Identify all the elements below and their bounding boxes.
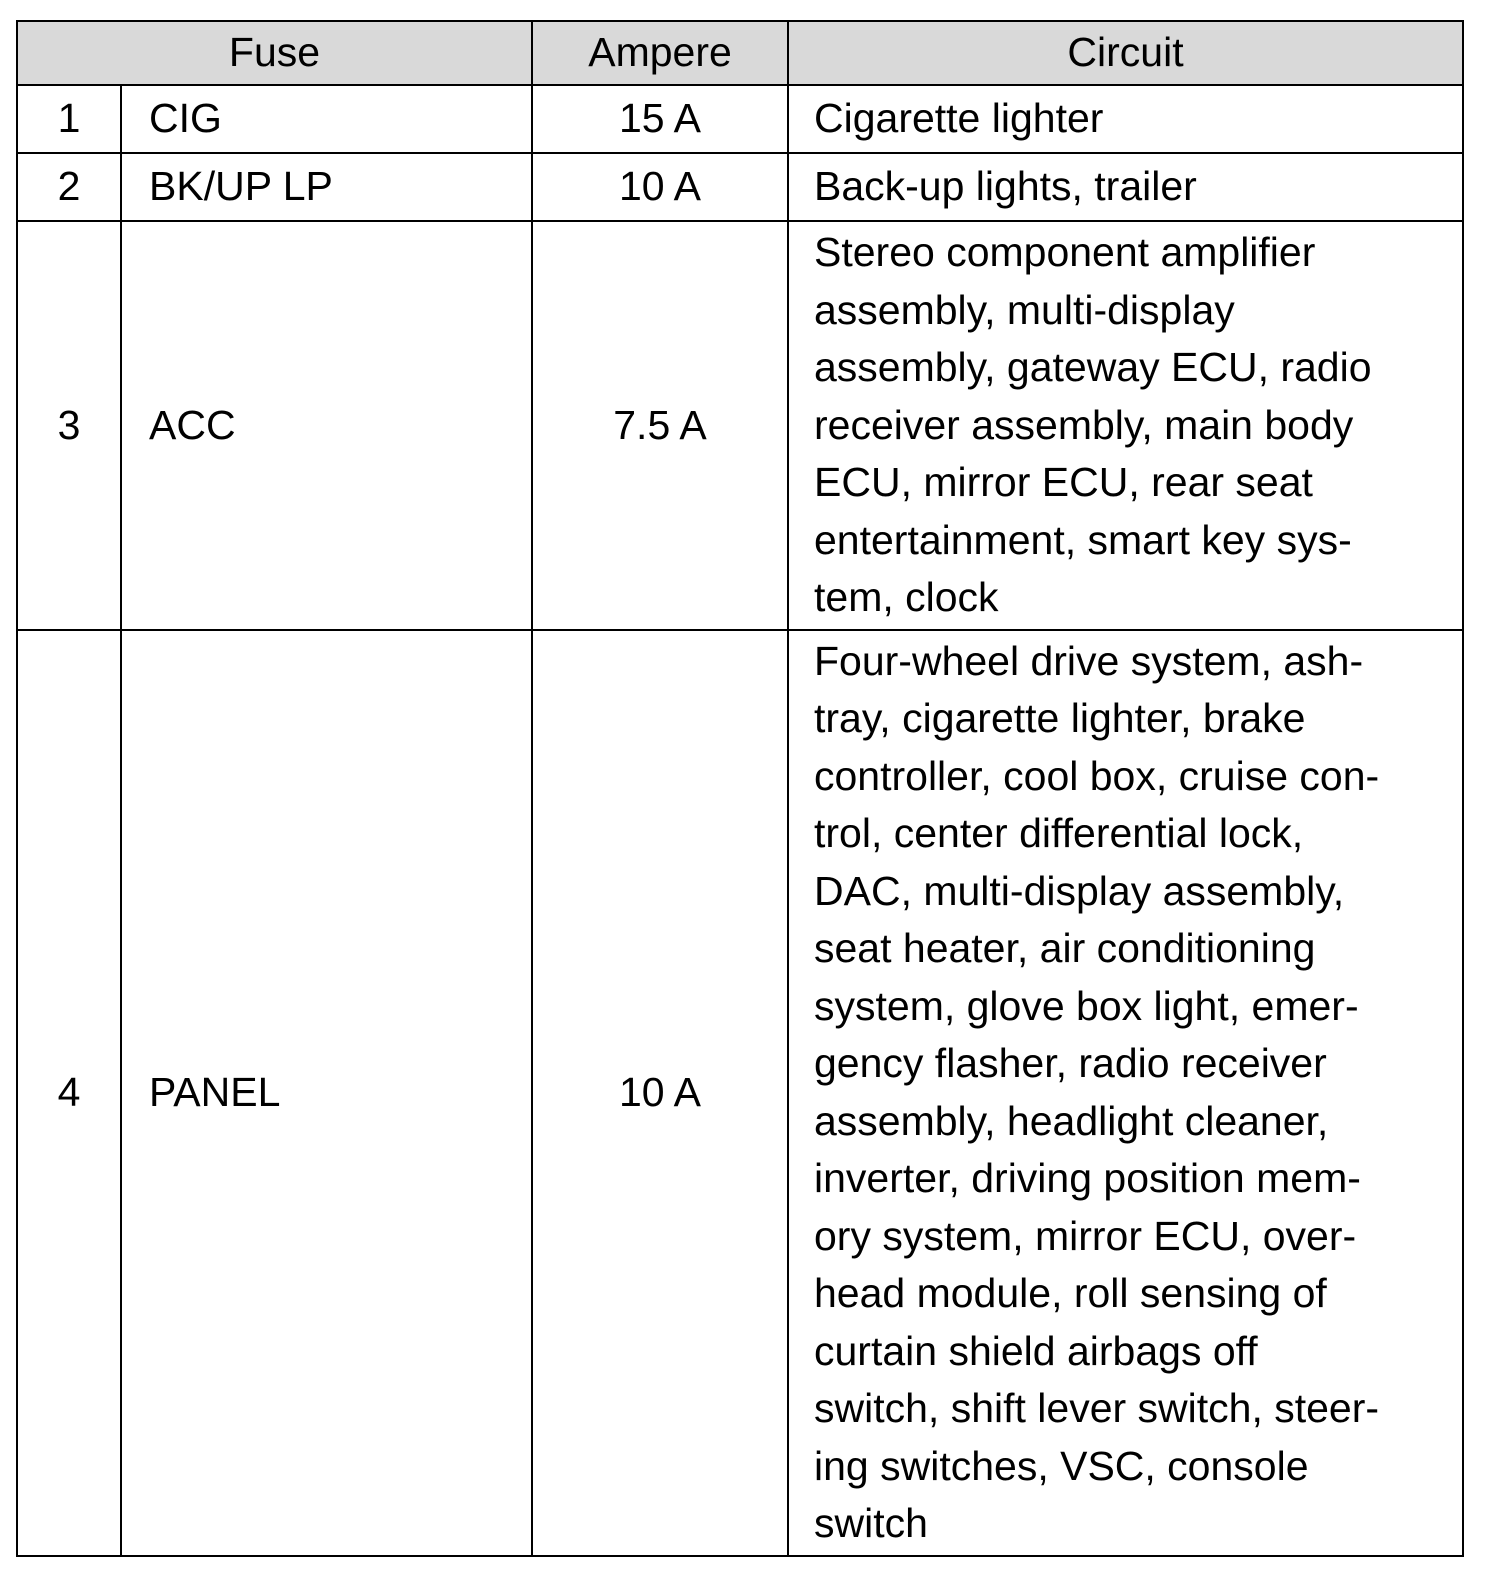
fuse-name: ACC (121, 221, 532, 630)
table-header (17, 21, 1463, 85)
circuit-line: curtain shield airbags off (814, 1327, 1258, 1374)
table-row (17, 153, 1463, 221)
fuse-circuit (788, 85, 1463, 153)
circuit-line: seat heater, air conditioning (814, 925, 1316, 971)
circuit-line: gency flasher, radio receiver (814, 1040, 1327, 1086)
fuse-circuit (788, 221, 1463, 630)
fuse-ampere: 10 A (532, 153, 788, 221)
circuit-line: controller, cool box, cruise con- (814, 752, 1380, 799)
fuse-name: CIG (121, 85, 532, 153)
fuse-table (16, 20, 1464, 1557)
circuit-line: receiver assembly, main body (814, 401, 1354, 448)
header-row (17, 21, 1463, 85)
circuit-line: system, glove box light, emer- (814, 982, 1359, 1029)
fuse-number: 3 (17, 221, 121, 630)
circuit-line: tray, cigarette lighter, brake (814, 695, 1306, 741)
header-circuit: Circuit (788, 21, 1463, 85)
circuit-line: Cigarette lighter (814, 95, 1104, 142)
header-ampere: Ampere (532, 21, 788, 85)
fuse-ampere: 10 A (532, 630, 788, 1556)
fuse-ampere: 7.5 A (532, 221, 788, 630)
circuit-line: assembly, gateway ECU, radio (814, 344, 1372, 390)
circuit-line: switch (814, 1500, 928, 1546)
fuse-number: 1 (17, 85, 121, 153)
table-row (17, 85, 1463, 153)
circuit-line: trol, center differential lock, (814, 810, 1304, 856)
fuse-number: 4 (17, 630, 121, 1556)
circuit-line: Four-wheel drive system, ash- (814, 637, 1364, 684)
circuit-line: assembly, multi-display (814, 286, 1235, 333)
circuit-line: DAC, multi-display assembly, (814, 867, 1345, 914)
fuse-number: 2 (17, 153, 121, 221)
table-row (17, 221, 1463, 630)
fuse-ampere: 15 A (532, 85, 788, 153)
fuse-name: PANEL (121, 630, 532, 1556)
circuit-line: inverter, driving position mem- (814, 1155, 1361, 1201)
circuit-line: ory system, mirror ECU, over- (814, 1212, 1357, 1259)
circuit-line: Back-up lights, trailer (814, 163, 1197, 210)
circuit-line: tem, clock (814, 574, 999, 620)
fuse-name: BK/UP LP (121, 153, 532, 221)
circuit-line: ing switches, VSC, console (814, 1442, 1309, 1489)
fuse-circuit (788, 153, 1463, 221)
circuit-line: ECU, mirror ECU, rear seat (814, 459, 1313, 505)
circuit-line: switch, shift lever switch, steer- (814, 1385, 1380, 1431)
fuse-circuit (788, 630, 1463, 1556)
circuit-line: head module, roll sensing of (814, 1270, 1327, 1316)
circuit-line: entertainment, smart key sys- (814, 516, 1352, 563)
circuit-line: assembly, headlight cleaner, (814, 1097, 1329, 1144)
circuit-line: Stereo component amplifier (814, 229, 1316, 275)
table-row (17, 630, 1463, 1556)
header-fuse: Fuse (17, 21, 532, 85)
table-body (17, 85, 1463, 1556)
